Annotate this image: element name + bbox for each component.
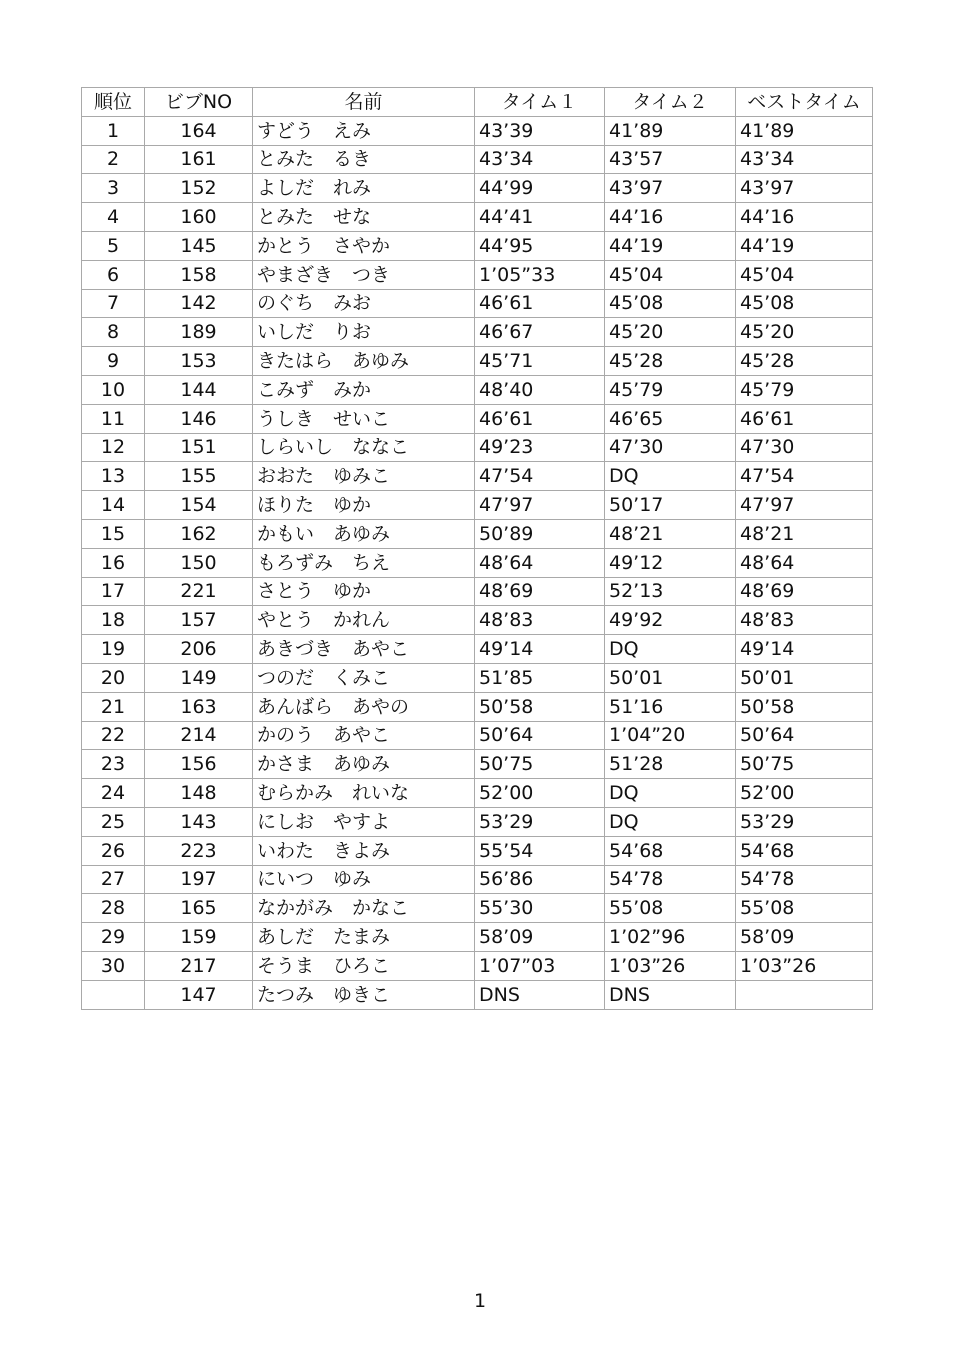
rank-cell: 13 xyxy=(82,462,145,491)
name-cell: むらかみ れいな xyxy=(253,779,475,808)
best-time-cell: 50’01 xyxy=(736,663,873,692)
time-2-cell: 45’04 xyxy=(605,260,736,289)
time-1-cell: 44’41 xyxy=(475,203,605,232)
time-2-cell: 45’28 xyxy=(605,347,736,376)
bib-no-cell: 144 xyxy=(145,375,253,404)
name-cell: ほりた ゆか xyxy=(253,491,475,520)
rank-cell: 5 xyxy=(82,231,145,260)
best-time-cell: 44’19 xyxy=(736,231,873,260)
time-2-cell: 44’19 xyxy=(605,231,736,260)
name-cell: とみた せな xyxy=(253,203,475,232)
time-2-cell: 50’01 xyxy=(605,663,736,692)
rank-cell: 27 xyxy=(82,865,145,894)
time-2-cell: 1’04”20 xyxy=(605,721,736,750)
time-2-cell: 45’79 xyxy=(605,375,736,404)
bib-no-cell: 163 xyxy=(145,692,253,721)
rank-cell: 22 xyxy=(82,721,145,750)
time-2-cell: 54’78 xyxy=(605,865,736,894)
bib-no-cell: 221 xyxy=(145,577,253,606)
best-time-cell: 45’79 xyxy=(736,375,873,404)
bib-no-cell: 154 xyxy=(145,491,253,520)
bib-no-cell: 217 xyxy=(145,951,253,980)
name-cell: かのう あやこ xyxy=(253,721,475,750)
table-row xyxy=(82,635,873,664)
name-cell: のぐち みお xyxy=(253,289,475,318)
time-2-cell: 43’57 xyxy=(605,145,736,174)
bib-no-cell: 145 xyxy=(145,231,253,260)
name-cell: とみた るき xyxy=(253,145,475,174)
time-2-cell: DQ xyxy=(605,807,736,836)
best-time-cell: 47’97 xyxy=(736,491,873,520)
time-2-cell: DQ xyxy=(605,462,736,491)
name-cell: かもい あゆみ xyxy=(253,519,475,548)
time-1-cell: 44’99 xyxy=(475,174,605,203)
table-row xyxy=(82,807,873,836)
rank-cell: 25 xyxy=(82,807,145,836)
name-cell: あんばら あやの xyxy=(253,692,475,721)
table-row xyxy=(82,519,873,548)
bib-no-cell: 223 xyxy=(145,836,253,865)
bib-no-cell: 155 xyxy=(145,462,253,491)
table-row xyxy=(82,116,873,145)
best-time-cell: 50’75 xyxy=(736,750,873,779)
name-cell: こみず みか xyxy=(253,375,475,404)
time-1-cell: 55’54 xyxy=(475,836,605,865)
time-2-cell: 48’21 xyxy=(605,519,736,548)
best-time-cell: 48’83 xyxy=(736,606,873,635)
time-2-cell: 51’16 xyxy=(605,692,736,721)
time-1-cell: 50’89 xyxy=(475,519,605,548)
bib-no-cell: 189 xyxy=(145,318,253,347)
time-1-cell: 48’40 xyxy=(475,375,605,404)
time-1-cell: 43’34 xyxy=(475,145,605,174)
time-2-cell: DQ xyxy=(605,779,736,808)
time-2-cell: 55’08 xyxy=(605,894,736,923)
table-row xyxy=(82,491,873,520)
time-1-cell: DNS xyxy=(475,980,605,1009)
table-row xyxy=(82,577,873,606)
table-row xyxy=(82,894,873,923)
table-row xyxy=(82,750,873,779)
table-row xyxy=(82,375,873,404)
name-cell: いしだ りお xyxy=(253,318,475,347)
time-1-cell: 1’07”03 xyxy=(475,951,605,980)
time-1-cell: 49’14 xyxy=(475,635,605,664)
bib-no-cell: 158 xyxy=(145,260,253,289)
table-row xyxy=(82,260,873,289)
bib-no-cell: 147 xyxy=(145,980,253,1009)
time-1-cell: 58’09 xyxy=(475,923,605,952)
name-cell: おおた ゆみこ xyxy=(253,462,475,491)
bib-no-cell: 159 xyxy=(145,923,253,952)
best-time-cell: 49’14 xyxy=(736,635,873,664)
rank-cell: 30 xyxy=(82,951,145,980)
best-time-cell: 50’58 xyxy=(736,692,873,721)
table-row xyxy=(82,779,873,808)
bib-no-cell: 153 xyxy=(145,347,253,376)
time-1-cell: 51’85 xyxy=(475,663,605,692)
rank-cell: 9 xyxy=(82,347,145,376)
best-time-cell: 58’09 xyxy=(736,923,873,952)
header-time-2: タイム２ xyxy=(605,88,736,117)
rank-cell: 6 xyxy=(82,260,145,289)
name-cell: やまざき つき xyxy=(253,260,475,289)
time-1-cell: 52’00 xyxy=(475,779,605,808)
time-1-cell: 50’58 xyxy=(475,692,605,721)
name-cell: さとう ゆか xyxy=(253,577,475,606)
bib-no-cell: 143 xyxy=(145,807,253,836)
best-time-cell: 45’08 xyxy=(736,289,873,318)
rank-cell: 10 xyxy=(82,375,145,404)
header-row xyxy=(82,88,873,117)
name-cell: にいつ ゆみ xyxy=(253,865,475,894)
best-time-cell: 50’64 xyxy=(736,721,873,750)
bib-no-cell: 151 xyxy=(145,433,253,462)
time-2-cell: 51’28 xyxy=(605,750,736,779)
time-2-cell: DQ xyxy=(605,635,736,664)
time-2-cell: 1’03”26 xyxy=(605,951,736,980)
best-time-cell: 55’08 xyxy=(736,894,873,923)
table-row xyxy=(82,692,873,721)
bib-no-cell: 214 xyxy=(145,721,253,750)
rank-cell: 2 xyxy=(82,145,145,174)
best-time-cell: 43’34 xyxy=(736,145,873,174)
time-1-cell: 46’61 xyxy=(475,289,605,318)
header-rank: 順位 xyxy=(82,88,145,117)
name-cell: なかがみ かなこ xyxy=(253,894,475,923)
table-row xyxy=(82,865,873,894)
table-row xyxy=(82,145,873,174)
best-time-cell: 54’68 xyxy=(736,836,873,865)
time-1-cell: 45’71 xyxy=(475,347,605,376)
rank-cell: 18 xyxy=(82,606,145,635)
rank-cell: 19 xyxy=(82,635,145,664)
header-time-1: タイム１ xyxy=(475,88,605,117)
rank-cell: 23 xyxy=(82,750,145,779)
time-2-cell: 45’08 xyxy=(605,289,736,318)
rank-cell: 8 xyxy=(82,318,145,347)
rank-cell: 17 xyxy=(82,577,145,606)
time-2-cell: 1’02”96 xyxy=(605,923,736,952)
name-cell: うしき せいこ xyxy=(253,404,475,433)
time-2-cell: 50’17 xyxy=(605,491,736,520)
time-2-cell: 49’12 xyxy=(605,548,736,577)
bib-no-cell: 152 xyxy=(145,174,253,203)
table-row xyxy=(82,548,873,577)
name-cell: やとう かれん xyxy=(253,606,475,635)
rank-cell: 21 xyxy=(82,692,145,721)
name-cell: たつみ ゆきこ xyxy=(253,980,475,1009)
rank-cell: 16 xyxy=(82,548,145,577)
rank-cell: 7 xyxy=(82,289,145,318)
rank-cell: 1 xyxy=(82,116,145,145)
name-cell: きたはら あゆみ xyxy=(253,347,475,376)
best-time-cell: 47’54 xyxy=(736,462,873,491)
name-cell: かとう さやか xyxy=(253,231,475,260)
name-cell: つのだ くみこ xyxy=(253,663,475,692)
best-time-cell: 54’78 xyxy=(736,865,873,894)
bib-no-cell: 150 xyxy=(145,548,253,577)
best-time-cell: 47’30 xyxy=(736,433,873,462)
table-row xyxy=(82,923,873,952)
best-time-cell: 45’20 xyxy=(736,318,873,347)
table-row xyxy=(82,836,873,865)
rank-cell: 12 xyxy=(82,433,145,462)
time-1-cell: 44’95 xyxy=(475,231,605,260)
time-1-cell: 47’97 xyxy=(475,491,605,520)
bib-no-cell: 162 xyxy=(145,519,253,548)
time-1-cell: 49’23 xyxy=(475,433,605,462)
bib-no-cell: 160 xyxy=(145,203,253,232)
time-2-cell: 49’92 xyxy=(605,606,736,635)
time-1-cell: 1’05”33 xyxy=(475,260,605,289)
rank-cell: 4 xyxy=(82,203,145,232)
best-time-cell: 53’29 xyxy=(736,807,873,836)
name-cell: しらいし ななこ xyxy=(253,433,475,462)
time-1-cell: 48’69 xyxy=(475,577,605,606)
name-cell: すどう えみ xyxy=(253,116,475,145)
best-time-cell: 52’00 xyxy=(736,779,873,808)
table-row xyxy=(82,951,873,980)
rank-cell: 3 xyxy=(82,174,145,203)
name-cell: かさま あゆみ xyxy=(253,750,475,779)
bib-no-cell: 146 xyxy=(145,404,253,433)
table-row xyxy=(82,721,873,750)
best-time-cell: 44’16 xyxy=(736,203,873,232)
time-1-cell: 53’29 xyxy=(475,807,605,836)
table-row xyxy=(82,663,873,692)
table-row xyxy=(82,980,873,1009)
name-cell: あきづき あやこ xyxy=(253,635,475,664)
name-cell: そうま ひろこ xyxy=(253,951,475,980)
rank-cell: 29 xyxy=(82,923,145,952)
time-2-cell: 41’89 xyxy=(605,116,736,145)
bib-no-cell: 161 xyxy=(145,145,253,174)
name-cell: いわた きよみ xyxy=(253,836,475,865)
time-2-cell: 45’20 xyxy=(605,318,736,347)
time-2-cell: DNS xyxy=(605,980,736,1009)
time-1-cell: 47’54 xyxy=(475,462,605,491)
table-row xyxy=(82,203,873,232)
name-cell: よしだ れみ xyxy=(253,174,475,203)
header-bib-no: ビブNO xyxy=(145,88,253,117)
rank-cell: 20 xyxy=(82,663,145,692)
bib-no-cell: 156 xyxy=(145,750,253,779)
results-body xyxy=(82,116,873,1009)
best-time-cell: 1’03”26 xyxy=(736,951,873,980)
table-row xyxy=(82,433,873,462)
rank-cell: 28 xyxy=(82,894,145,923)
time-1-cell: 55’30 xyxy=(475,894,605,923)
bib-no-cell: 165 xyxy=(145,894,253,923)
time-1-cell: 50’75 xyxy=(475,750,605,779)
best-time-cell: 45’28 xyxy=(736,347,873,376)
bib-no-cell: 142 xyxy=(145,289,253,318)
bib-no-cell: 206 xyxy=(145,635,253,664)
time-2-cell: 46’65 xyxy=(605,404,736,433)
time-2-cell: 43’97 xyxy=(605,174,736,203)
time-2-cell: 44’16 xyxy=(605,203,736,232)
best-time-cell: 48’69 xyxy=(736,577,873,606)
best-time-cell: 46’61 xyxy=(736,404,873,433)
time-1-cell: 56’86 xyxy=(475,865,605,894)
bib-no-cell: 148 xyxy=(145,779,253,808)
header-best-time: ベストタイム xyxy=(736,88,873,117)
table-row xyxy=(82,606,873,635)
rank-cell: 11 xyxy=(82,404,145,433)
best-time-cell: 48’64 xyxy=(736,548,873,577)
time-1-cell: 46’61 xyxy=(475,404,605,433)
time-2-cell: 54’68 xyxy=(605,836,736,865)
time-1-cell: 50’64 xyxy=(475,721,605,750)
best-time-cell: 41’89 xyxy=(736,116,873,145)
page-number: 1 xyxy=(473,1290,487,1312)
rank-cell xyxy=(82,980,145,1009)
best-time-cell: 43’97 xyxy=(736,174,873,203)
best-time-cell: 48’21 xyxy=(736,519,873,548)
rank-cell: 24 xyxy=(82,779,145,808)
time-2-cell: 47’30 xyxy=(605,433,736,462)
bib-no-cell: 197 xyxy=(145,865,253,894)
bib-no-cell: 157 xyxy=(145,606,253,635)
best-time-cell: 45’04 xyxy=(736,260,873,289)
time-1-cell: 48’83 xyxy=(475,606,605,635)
table-row xyxy=(82,318,873,347)
table-row xyxy=(82,404,873,433)
name-cell: あしだ たまみ xyxy=(253,923,475,952)
table-row xyxy=(82,462,873,491)
rank-cell: 15 xyxy=(82,519,145,548)
table-row xyxy=(82,231,873,260)
header-name: 名前 xyxy=(253,88,475,117)
name-cell: もろずみ ちえ xyxy=(253,548,475,577)
table-row xyxy=(82,289,873,318)
table-row xyxy=(82,347,873,376)
bib-no-cell: 149 xyxy=(145,663,253,692)
time-1-cell: 48’64 xyxy=(475,548,605,577)
time-2-cell: 52’13 xyxy=(605,577,736,606)
name-cell: にしお やすよ xyxy=(253,807,475,836)
results-table xyxy=(81,87,873,1010)
best-time-cell xyxy=(736,980,873,1009)
table-row xyxy=(82,174,873,203)
rank-cell: 26 xyxy=(82,836,145,865)
rank-cell: 14 xyxy=(82,491,145,520)
time-1-cell: 43’39 xyxy=(475,116,605,145)
time-1-cell: 46’67 xyxy=(475,318,605,347)
bib-no-cell: 164 xyxy=(145,116,253,145)
